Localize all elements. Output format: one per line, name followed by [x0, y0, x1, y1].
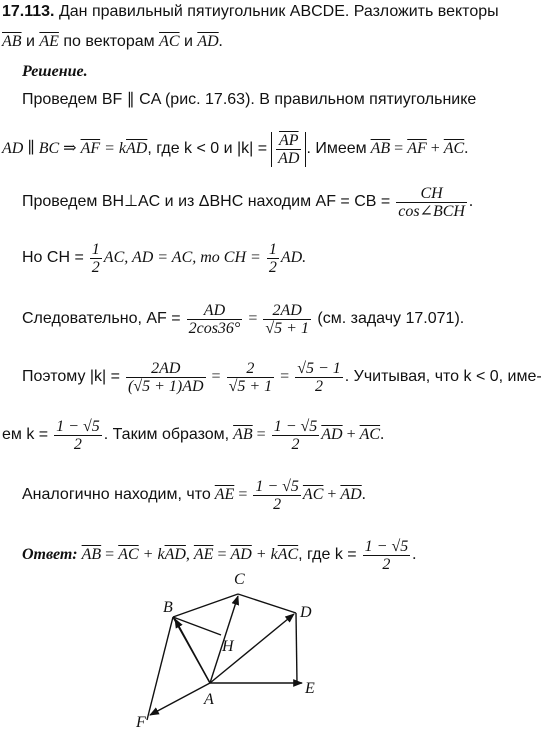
- problem-number: 17.113.: [2, 3, 55, 20]
- text: =: [101, 546, 119, 563]
- vector-ac: $\overline{AC}$: [302, 486, 324, 503]
- text: Но CH =: [22, 249, 84, 266]
- vector-ad: $\overline{AD}$: [321, 426, 343, 443]
- frac-top: 1: [268, 240, 277, 258]
- frac-bottom: (√5 + 1)AD: [127, 377, 204, 395]
- text: .: [380, 426, 385, 443]
- vector-ad: $\overline{AD}$: [230, 546, 252, 563]
- frac-bottom: 2: [382, 555, 391, 573]
- text: (см. задачу 17.071).: [312, 310, 465, 327]
- text: = k: [100, 140, 127, 157]
- vector-ab: $\overline{AB}$: [81, 546, 102, 563]
- frac-bottom: cos∠BCH: [398, 202, 465, 220]
- vector-ad: $\overline{AD}$: [340, 486, 362, 503]
- vector-ad: $\overline{AD}$: [164, 546, 186, 563]
- frac-top: 2AD: [126, 360, 206, 378]
- frac-bottom: 2: [291, 435, 300, 453]
- vector-ab: $\overline{AB}$: [233, 426, 253, 443]
- frac-bottom: 2: [268, 258, 277, 276]
- text: =: [252, 426, 266, 443]
- frac-top: AD: [187, 302, 243, 320]
- text: .: [464, 140, 469, 157]
- frac-bottom: 2: [314, 377, 323, 395]
- text: . Имеем: [306, 140, 367, 157]
- vector-ac: $\overline{AC}$: [443, 140, 465, 157]
- label-b: B: [163, 599, 173, 616]
- frac-top: 1 − √5: [273, 417, 318, 435]
- text: AC, AD = AC, то CH =: [103, 249, 261, 266]
- segment-bh: [173, 617, 221, 635]
- text: Проведем BH⊥AC и из ΔBHC находим AF = CB =: [22, 193, 391, 210]
- text: , где k < 0 и |k| =: [147, 140, 268, 157]
- text: + k: [138, 546, 165, 563]
- text: и: [179, 33, 198, 50]
- text: =: [244, 310, 258, 327]
- text: AD ∥ BC ⇒: [2, 140, 77, 157]
- text: .: [361, 486, 366, 503]
- side-cd: [238, 594, 296, 613]
- text: ем k =: [2, 426, 49, 443]
- frac-bottom: 2: [273, 495, 282, 513]
- frac-bottom: 2cos36°: [188, 319, 241, 337]
- text: =: [207, 368, 221, 385]
- label-e: E: [305, 680, 315, 697]
- vector-ad: $\overline{AD}$: [126, 140, 148, 157]
- frac-top: $\overline{AP}$: [276, 132, 301, 150]
- frac-top: 1 − √5: [56, 417, 100, 435]
- vector-af-arrow: [150, 683, 210, 715]
- frac-top: 2: [227, 360, 275, 378]
- frac-bottom: 2: [73, 435, 82, 453]
- text: и: [21, 33, 40, 50]
- vector-ac: $\overline{AC}$: [159, 33, 180, 50]
- side-bc: [173, 594, 238, 617]
- frac-top: 1 − √5: [364, 537, 409, 555]
- vector-ae: $\overline{AE}$: [193, 546, 214, 563]
- frac-bottom: √5 + 1: [265, 319, 309, 337]
- text: + k: [251, 546, 278, 563]
- vector-ac: $\overline{AC}$: [118, 546, 139, 563]
- vector-ac: $\overline{AC}$: [359, 426, 381, 443]
- frac-bottom: AD: [278, 149, 300, 167]
- frac-top: CH: [396, 185, 467, 203]
- text: по векторам: [58, 33, 160, 50]
- frac-top: 2AD: [263, 302, 311, 320]
- frac-top: 1: [91, 240, 100, 258]
- solution-line-1: Проведем BF ∥ CA (рис. 17.63). В правильном пятиугольнике: [22, 91, 477, 108]
- frac-top: √5 − 1: [297, 359, 341, 377]
- label-c: C: [234, 571, 245, 588]
- label-f: F: [136, 714, 146, 731]
- label-d: D: [300, 604, 312, 621]
- text: =: [276, 368, 290, 385]
- text: =: [213, 546, 231, 563]
- solution-label: Решение.: [22, 63, 88, 80]
- text: +: [323, 486, 341, 503]
- text: +: [426, 140, 444, 157]
- vector-ab: $\overline{AB}$: [2, 33, 22, 50]
- answer-label: Ответ:: [22, 546, 78, 563]
- label-a: A: [204, 691, 214, 708]
- text: Следовательно, AF =: [22, 310, 181, 327]
- text: ,: [185, 546, 194, 563]
- text: , где k =: [298, 546, 357, 563]
- label-h: H: [222, 638, 234, 655]
- text: .: [468, 193, 473, 210]
- text: =: [234, 486, 248, 503]
- vector-af: $\overline{AF}$: [407, 140, 427, 157]
- vector-ae: $\overline{AE}$: [39, 33, 59, 50]
- vector-af: $\overline{AF}$: [80, 140, 101, 157]
- vector-ae: $\overline{AE}$: [214, 486, 235, 503]
- vector-ab: $\overline{AB}$: [370, 140, 391, 157]
- text: =: [390, 140, 408, 157]
- side-de: [296, 613, 297, 683]
- problem-statement: Дан правильный пятиугольник ABCDE. Разложить векторы: [54, 3, 499, 20]
- vector-ac: $\overline{AC}$: [277, 546, 299, 563]
- text: Аналогично находим, что: [22, 486, 211, 503]
- text: .: [412, 546, 417, 563]
- frac-bottom: 2: [91, 258, 100, 276]
- text: Поэтому |k| =: [22, 368, 120, 385]
- vector-ad: $\overline{AD}$: [197, 33, 219, 50]
- frac-bottom: √5 + 1: [228, 377, 273, 395]
- text: AD.: [280, 249, 307, 266]
- text: . Таким образом,: [103, 426, 230, 443]
- frac-top: 1 − √5: [255, 477, 299, 495]
- text: . Учитывая, что k < 0, име-: [344, 368, 542, 385]
- text: +: [342, 426, 360, 443]
- text: .: [218, 33, 223, 50]
